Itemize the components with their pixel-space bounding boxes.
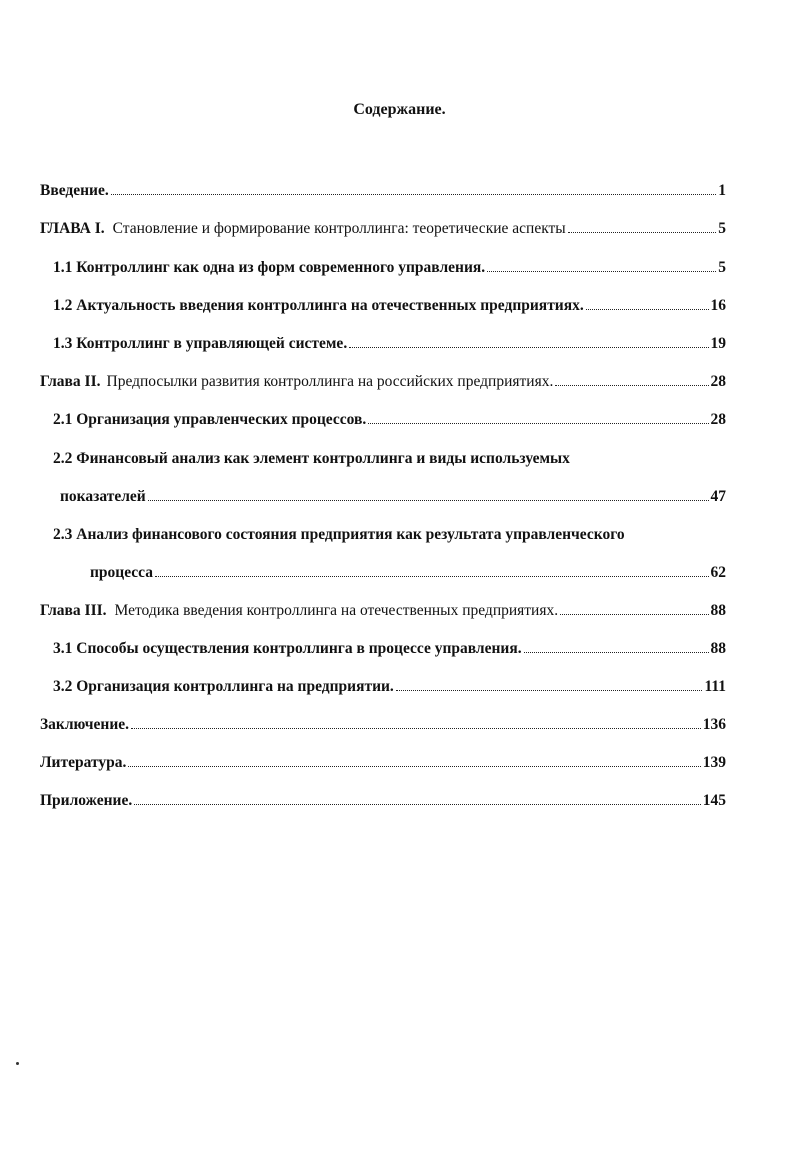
toc-leader-dots [560, 614, 708, 615]
toc-entry-text: 2.1 Организация управленческих процессов. [53, 411, 367, 428]
toc-page-number: 16 [710, 297, 726, 314]
toc-page-number: 28 [710, 373, 726, 390]
toc-entry-chapter-3[interactable] [40, 601, 726, 621]
toc-leader-dots [128, 766, 700, 767]
toc-page-number: 47 [710, 488, 726, 505]
toc-entry-appendix[interactable] [40, 791, 726, 811]
toc-page-number: 111 [704, 678, 726, 695]
toc-chapter-prefix: ГЛАВА I. [40, 220, 105, 237]
toc-page-number: 62 [710, 564, 726, 581]
toc-entry-text: 1.2 Актуальность введения контроллинга на отечественных предприятиях. [53, 297, 584, 314]
toc-leader-dots [555, 385, 708, 386]
scan-speck [16, 1062, 19, 1065]
toc-leader-dots [487, 271, 716, 272]
toc-page-number: 5 [718, 259, 726, 276]
toc-entry-2-2[interactable] [60, 487, 726, 507]
toc-entry-text: Введение. [40, 182, 109, 199]
toc-page-number: 136 [702, 716, 726, 733]
toc-entry-literature[interactable] [40, 753, 726, 773]
toc-leader-dots [586, 309, 709, 310]
toc-chapter-prefix: Глава III. [40, 602, 107, 619]
toc-entry-chapter-1[interactable] [40, 219, 726, 239]
toc-entry-2-2-line1: 2.2 Финансовый анализ как элемент контроллинга и виды используемых [53, 450, 570, 467]
toc-page-number: 5 [718, 220, 726, 237]
toc-entry-1-1[interactable] [53, 258, 726, 278]
toc-entry-text: 1.3 Контроллинг в управляющей системе. [53, 335, 348, 352]
toc-leader-dots [349, 347, 708, 348]
toc-entry-chapter-2[interactable] [40, 372, 726, 392]
toc-leader-dots [148, 500, 709, 501]
toc-entry-text: процесса [90, 564, 153, 581]
toc-entry-3-2[interactable] [53, 677, 726, 697]
toc-entry-text: 3.1 Способы осуществления контроллинга в процессе управления. [53, 640, 522, 657]
toc-entry-text: Предпосылки развития контроллинга на российских предприятиях. [106, 373, 554, 390]
toc-entry-2-3-line1: 2.3 Анализ финансового состояния предприятия как результата управленческого [53, 526, 625, 543]
toc-entry-text: 1.1 Контроллинг как одна из форм современного управления. [53, 259, 486, 276]
toc-page-number: 19 [710, 335, 726, 352]
toc-leader-dots [131, 728, 701, 729]
toc-leader-dots [524, 652, 709, 653]
toc-chapter-prefix: Глава II. [40, 373, 101, 390]
toc-entry-text: Литература. [40, 754, 127, 771]
toc-entry-3-1[interactable] [53, 639, 726, 659]
toc-entry-1-3[interactable] [53, 334, 726, 354]
toc-entry-text: Становление и формирование контроллинга: теоретические аспекты [112, 220, 566, 237]
toc-page-number: 1 [718, 182, 726, 199]
toc-page-number: 145 [702, 792, 726, 809]
toc-entry-text: Приложение. [40, 792, 133, 809]
toc-leader-dots [568, 232, 717, 233]
toc-page-number: 88 [710, 640, 726, 657]
toc-entry-intro[interactable] [40, 181, 726, 201]
toc-entry-text: Методика введения контроллинга на отечественных предприятиях. [114, 602, 559, 619]
toc-page-number: 28 [710, 411, 726, 428]
toc-entry-text: 3.2 Организация контроллинга на предприятии. [53, 678, 394, 695]
toc-leader-dots [396, 690, 703, 691]
toc-leader-dots [368, 423, 708, 424]
toc-entry-text: показателей [60, 488, 146, 505]
toc-entry-1-2[interactable] [53, 296, 726, 316]
toc-entry-conclusion[interactable] [40, 715, 726, 735]
page-title: Содержание. [353, 101, 446, 118]
toc-entry-2-3[interactable] [90, 563, 726, 583]
toc-leader-dots [155, 576, 709, 577]
toc-entry-2-1[interactable] [53, 410, 726, 430]
toc-leader-dots [134, 804, 701, 805]
toc-page-number: 139 [702, 754, 726, 771]
toc-page-number: 88 [710, 602, 726, 619]
toc-entry-text: Заключение. [40, 716, 130, 733]
toc-leader-dots [111, 194, 717, 195]
